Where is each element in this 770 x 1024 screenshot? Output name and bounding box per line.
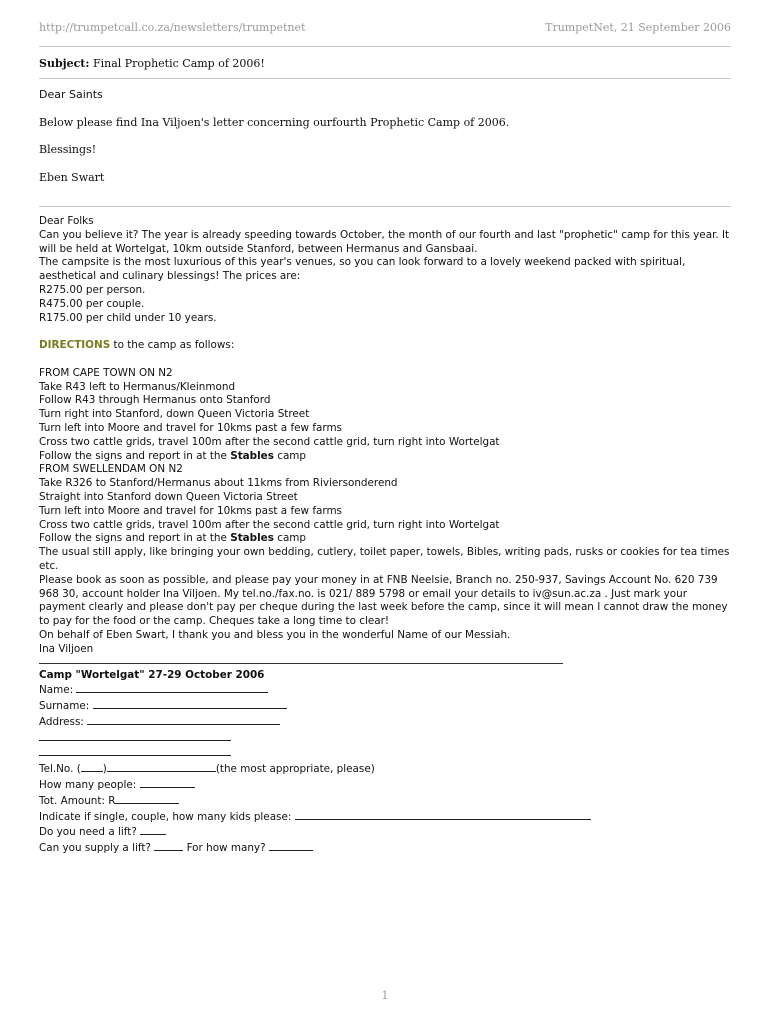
header-date: TrumpetNet, 21 September 2006 [545,21,731,34]
page-header [39,21,731,37]
route-step: Take R43 left to Hermanus/Kleinmond [39,380,236,393]
route-step-report: Follow the signs and report in at the Stables camp [39,449,307,462]
letter-signature: Ina Viljoen [39,642,94,655]
price-child: R175.00 per child under 10 years. [39,311,217,324]
subject-value: Final Prophetic Camp of 2006! [92,57,265,70]
route-step: Cross two cattle grids, travel 100m after the second cattle grid, turn right into Wortelgat [39,518,500,531]
directions-text: to the camp as follows: [110,339,235,352]
surname-field[interactable] [93,698,287,709]
price-person: R275.00 per person. [39,283,146,296]
form-name-row: Name: [39,682,731,698]
form-title: Camp "Wortelgat" 27-29 October 2006 [39,668,265,681]
address-field[interactable] [87,714,280,725]
header-url: http://trumpetcall.co.za/newsletters/trumpetnet [39,21,306,34]
letter-paragraph-thanks: On behalf of Eben Swart, I thank you and bless you in the wonderful Name of our Messiah. [39,628,511,641]
form-divider [39,663,563,664]
intro-blessing: Blessings! [39,143,97,156]
route-step: Take R326 to Stanford/Hermanus about 11kms from Riviersonderend [39,477,398,490]
intro-greeting: Dear Saints [39,88,103,101]
tel-area-code-field[interactable] [81,761,103,772]
form-need-lift-row: Do you need a lift? [39,824,731,840]
supply-lift-field[interactable] [154,840,183,851]
letter-paragraph-booking: Please book as soon as possible, and please pay your money in at FNB Neelsie, Branch no. 250-937, Savings Account No. 620 739 968 30, account holder Ina Viljoen. My tel.no./fax.no. is 021/ 889 5798 or email your details to iv@sun.ac.za . Just mark your payment clearly and please don't pay per cheque during the last week before the camp, since it will mean I cannot draw the money to pay for the food or the camp. Cheques take a long time to clear! [39,573,728,628]
form-people-row: How many people: [39,777,731,793]
directions-line [39,339,731,353]
subject-line [39,57,265,70]
form-tel-row: Tel.No. ( ) (the most appropriate, please) [39,763,375,776]
route-swellendam-title: FROM SWELLENDAM ON N2 [39,463,183,476]
form-amount-row: Tot. Amount: R [39,793,731,809]
route-step: Turn right into Stanford, down Queen Victoria Street [39,408,310,421]
letter-paragraph-venue: The campsite is the most luxurious of this year's venues, so you can look forward to a lovely weekend packed with spiritual, aesthetical and culinary blessings! The prices are: [39,256,686,283]
name-field[interactable] [76,682,268,693]
directions-label: DIRECTIONS [39,339,111,352]
form-indicate-row: Indicate if single, couple, how many kids please: [39,809,731,825]
route-step: Follow R43 through Hermanus onto Stanford [39,394,271,407]
subject-divider [39,78,731,79]
how-many-field[interactable] [269,840,313,851]
form-surname-row: Surname: [39,698,731,714]
form-address-line3 [39,745,731,761]
subject-label: Subject: [39,57,90,70]
route-step-report: Follow the signs and report in at the Stables camp [39,532,307,545]
indicate-field[interactable] [295,809,591,820]
route-step: Cross two cattle grids, travel 100m after the second cattle grid, turn right into Wortelgat [39,435,500,448]
route-step: Turn left into Moore and travel for 10kms past a few farms [39,504,342,517]
route-step: Turn left into Moore and travel for 10kms past a few farms [39,421,342,434]
header-divider [39,46,731,47]
page-number: 1 [381,989,389,1002]
form-address-line2 [39,730,731,746]
need-lift-field[interactable] [140,824,166,835]
address-field-2[interactable] [39,730,231,741]
letter-paragraph-bring: The usual still apply, like bringing your own bedding, cutlery, toilet paper, towels, Bibles, writing pads, rusks or cookies for tea times etc. [39,546,730,572]
form-supply-lift-row: Can you supply a lift? For how many? [39,840,731,856]
people-field[interactable] [140,777,195,788]
intro-divider [39,206,731,207]
form-address-row: Address: [39,714,731,730]
amount-field[interactable] [115,793,179,804]
letter-paragraph-intro: Can you believe it? The year is already speeding towards October, the month of our fourth and last "prophetic" camp for this year. It will be held at Wortelgat, 10km outside Stanford, between Hermanus and Gansbaai. [39,228,730,255]
address-field-3[interactable] [39,745,231,756]
letter-greeting: Dear Folks [39,215,94,227]
price-couple: R475.00 per couple. [39,297,145,310]
letter-body [39,215,731,856]
route-cape-town-title: FROM CAPE TOWN ON N2 [39,366,173,379]
intro-signature: Eben Swart [39,171,105,184]
tel-number-field[interactable] [107,761,216,772]
route-step: Straight into Stanford down Queen Victoria Street [39,490,298,503]
intro-body: Below please find Ina Viljoen's letter concerning ourfourth Prophetic Camp of 2006. [39,116,510,129]
